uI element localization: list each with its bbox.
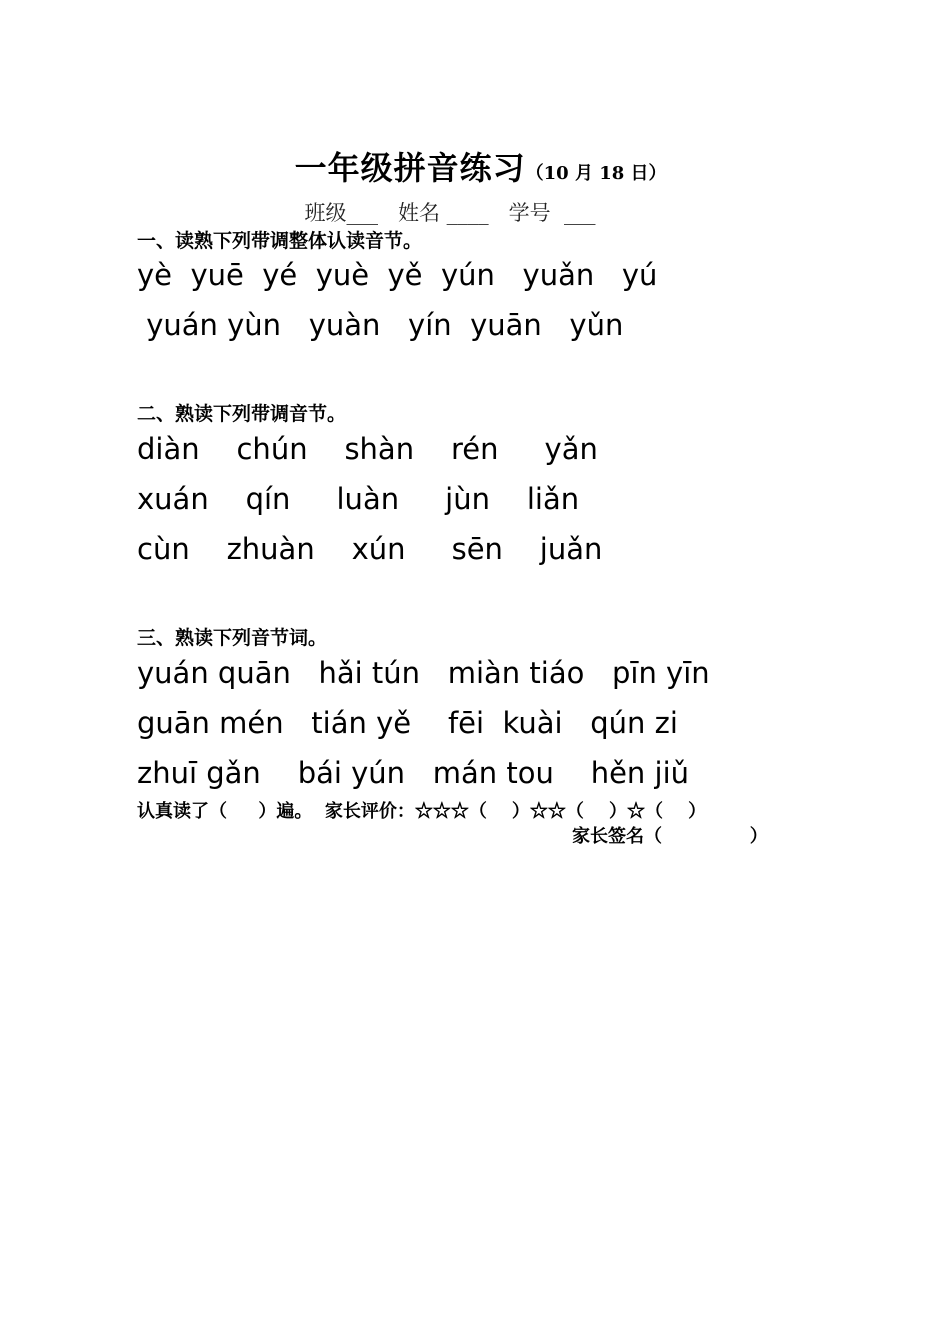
page-title — [0, 124, 950, 189]
section-2-heading: 二、熟读下列带调音节。 — [137, 403, 347, 425]
section-3-heading: 三、熟读下列音节词。 — [137, 627, 328, 649]
section-1-heading: 一、读熟下列带调整体认读音节。 — [137, 230, 423, 252]
section-3-row-3: zhuī gǎn bái yún mán tou hěn jiǔ — [137, 756, 690, 790]
parent-signature: 家长签名（ ） — [572, 826, 768, 847]
reading-count-and-rating: 认真读了（ ）遍。 家长评价：☆☆☆（ ）☆☆（ ）☆（ ） — [137, 801, 707, 822]
section-2-row-2: xuán qín luàn jùn liǎn — [137, 482, 580, 516]
title-main: 一年级拼音练习 — [294, 149, 526, 187]
section-2-row-3: cùn zhuàn xún sēn juǎn — [137, 532, 603, 566]
title-date: （10 月 18 日） — [525, 163, 667, 184]
section-1-row-2: yuán yùn yuàn yín yuān yǔn — [137, 308, 624, 342]
student-info-line: 班级___ 姓名 ____ 学号 ___ — [304, 201, 596, 225]
section-3-row-1: yuán quān hǎi tún miàn tiáo pīn yīn — [137, 656, 710, 690]
section-1-row-1: yè yuē yé yuè yě yún yuǎn yú — [137, 258, 658, 292]
section-2-row-1: diàn chún shàn rén yǎn — [137, 432, 598, 466]
section-3-row-2: guān mén tián yě fēi kuài qún zi — [137, 706, 678, 740]
